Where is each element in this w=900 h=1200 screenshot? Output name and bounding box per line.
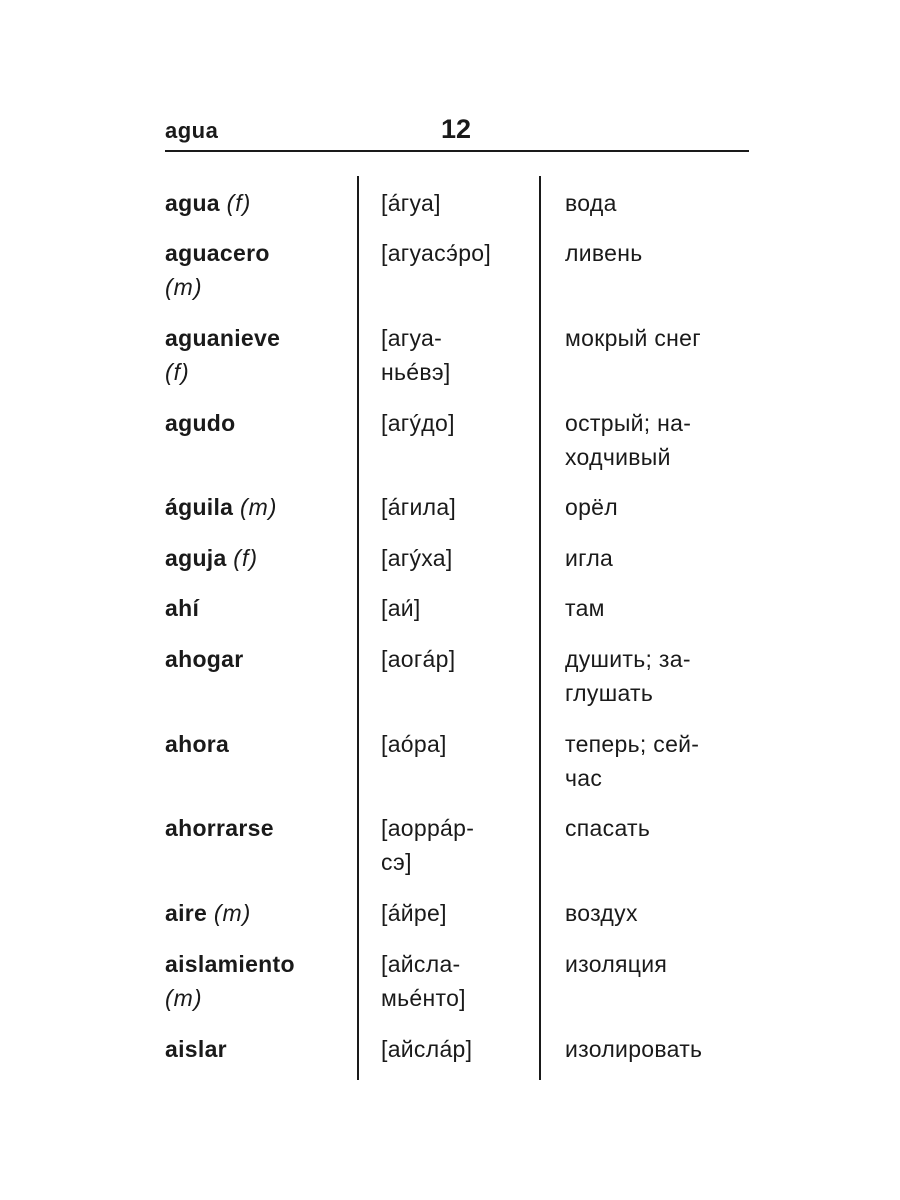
- translation-line: час: [565, 765, 603, 791]
- pronunciation-line: [айсла-: [381, 951, 461, 977]
- gender-marker: (f): [165, 359, 190, 385]
- pronunciation-line: [аогáр]: [381, 646, 456, 672]
- pronunciation-line: сэ]: [381, 849, 412, 875]
- gender-marker: (m): [165, 985, 203, 1011]
- entry-pronunciation: [381, 947, 531, 1015]
- entry-translation: [565, 947, 755, 981]
- entry-pronunciation: [381, 186, 531, 220]
- pronunciation-line: [айслáр]: [381, 1036, 473, 1062]
- headword-text: ahí: [165, 595, 200, 621]
- pronunciation-line: [аóра]: [381, 731, 447, 757]
- headword-text: aire: [165, 900, 208, 926]
- entry-pronunciation: [381, 236, 531, 270]
- entry-headword: [165, 811, 350, 845]
- pronunciation-line: [áгуа]: [381, 190, 441, 216]
- entry-headword: [165, 591, 350, 625]
- entry-pronunciation: [381, 1032, 531, 1066]
- entry-headword: [165, 541, 350, 575]
- headword-text: aguacero: [165, 240, 270, 266]
- entry-headword: [165, 727, 350, 761]
- pronunciation-line: [агýха]: [381, 545, 453, 571]
- translation-line: ходчивый: [565, 444, 671, 470]
- pronunciation-line: [áгила]: [381, 494, 457, 520]
- translation-line: изоляция: [565, 951, 668, 977]
- entry-translation: [565, 236, 755, 270]
- translation-line: орёл: [565, 494, 618, 520]
- entry-pronunciation: [381, 811, 531, 879]
- headword-text: águila: [165, 494, 234, 520]
- pronunciation-line: мьéнто]: [381, 985, 466, 1011]
- entry-translation: [565, 642, 755, 710]
- entry-translation: [565, 186, 755, 220]
- page-number: 12: [441, 114, 472, 144]
- translation-line: мокрый снег: [565, 325, 701, 351]
- pronunciation-line: [аи́]: [381, 595, 421, 621]
- entry-headword: [165, 321, 350, 389]
- entry-headword: [165, 236, 350, 304]
- gender-marker: (m): [165, 274, 203, 300]
- entry-headword: [165, 1032, 350, 1066]
- entry-headword: [165, 896, 350, 930]
- headword-text: aislamiento: [165, 951, 295, 977]
- translation-line: игла: [565, 545, 614, 571]
- gender-marker: (f): [233, 545, 258, 571]
- translation-line: спасать: [565, 815, 651, 841]
- pronunciation-line: [агуа-: [381, 325, 443, 351]
- entry-headword: [165, 642, 350, 676]
- headword-text: ahogar: [165, 646, 244, 672]
- translation-line: изолировать: [565, 1036, 703, 1062]
- entry-translation: [565, 541, 755, 575]
- entry-translation: [565, 727, 755, 795]
- entry-pronunciation: [381, 541, 531, 575]
- headword-text: agudo: [165, 410, 236, 436]
- pronunciation-line: [аоррáр-: [381, 815, 475, 841]
- entry-translation: [565, 321, 755, 355]
- gender-marker: (m): [239, 494, 278, 520]
- headword-text: aguja: [165, 545, 227, 571]
- entry-headword: [165, 186, 350, 220]
- pronunciation-line: ньéвэ]: [381, 359, 451, 385]
- headword-text: ahorrarse: [165, 815, 274, 841]
- translation-line: ливень: [565, 240, 643, 266]
- entry-headword: [165, 947, 350, 1015]
- entry-pronunciation: [381, 642, 531, 676]
- entry-pronunciation: [381, 490, 531, 524]
- entry-pronunciation: [381, 591, 531, 625]
- translation-line: воздух: [565, 900, 638, 926]
- entry-pronunciation: [381, 896, 531, 930]
- headword-text: ahora: [165, 731, 230, 757]
- entry-pronunciation: [381, 727, 531, 761]
- entry-pronunciation: [381, 406, 531, 440]
- pronunciation-line: [áйре]: [381, 900, 447, 926]
- headword-text: aguanieve: [165, 325, 281, 351]
- translation-line: душить; за-: [565, 646, 691, 672]
- pronunciation-line: [агýдо]: [381, 410, 455, 436]
- gender-marker: (m): [213, 900, 252, 926]
- translation-line: вода: [565, 190, 617, 216]
- entry-translation: [565, 1032, 755, 1066]
- entry-translation: [565, 811, 755, 845]
- headword-text: aislar: [165, 1036, 227, 1062]
- headword-text: agua: [165, 190, 220, 216]
- entry-translation: [565, 591, 755, 625]
- translation-line: острый; на-: [565, 410, 692, 436]
- entry-translation: [565, 896, 755, 930]
- guide-word: agua: [165, 118, 219, 143]
- translation-line: там: [565, 595, 605, 621]
- entry-headword: [165, 406, 350, 440]
- entry-headword: [165, 490, 350, 524]
- entry-pronunciation: [381, 321, 531, 389]
- entry-translation: [565, 490, 755, 524]
- gender-marker: (f): [226, 190, 252, 216]
- pronunciation-line: [агуасэ́ро]: [381, 240, 492, 266]
- entry-translation: [565, 406, 755, 474]
- translation-line: теперь; сей-: [565, 731, 700, 757]
- translation-line: глушать: [565, 680, 654, 706]
